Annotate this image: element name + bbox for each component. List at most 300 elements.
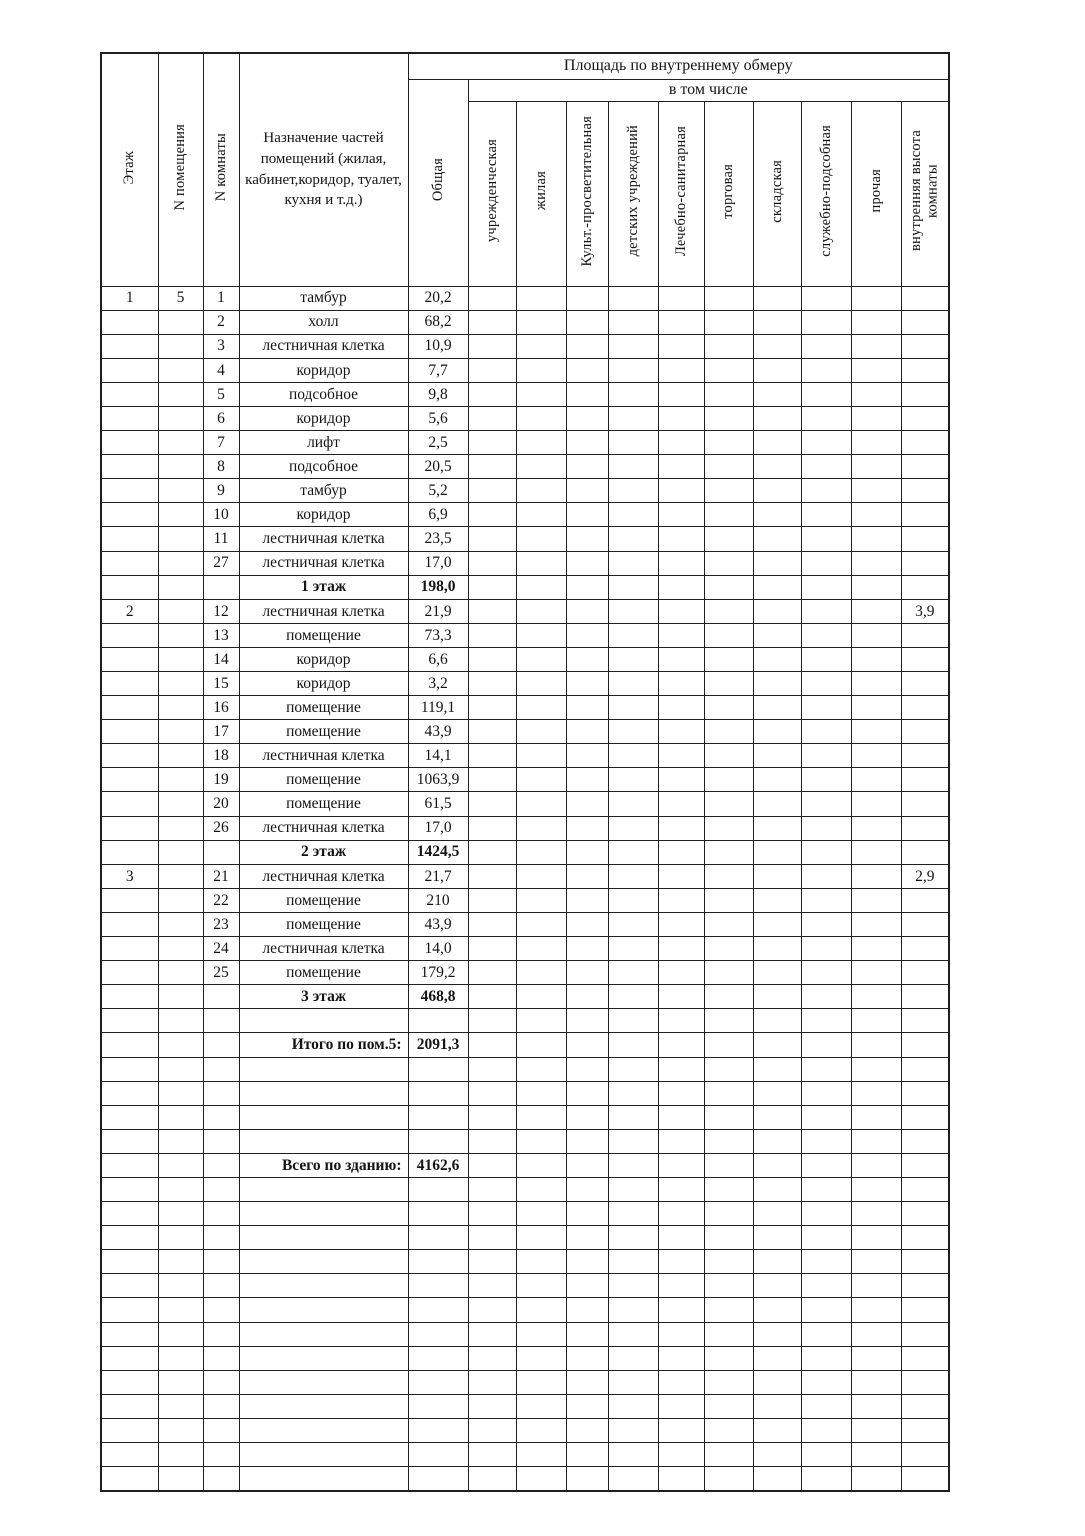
cell-room-no: [203, 1202, 239, 1226]
cell-unit-no: [158, 334, 203, 358]
cell-area-subcategory: [658, 647, 704, 671]
cell-area-subcategory: [658, 551, 704, 575]
cell-area-subcategory: [608, 1057, 658, 1081]
cell-purpose: помещение: [239, 768, 408, 792]
table-row: [101, 1443, 949, 1467]
cell-area-subcategory: [658, 479, 704, 503]
cell-area-subcategory: [468, 1009, 516, 1033]
cell-area-subcategory: [851, 720, 901, 744]
cell-area-subcategory: [753, 912, 801, 936]
cell-area-subcategory: [658, 1418, 704, 1442]
cell-area-subcategory: [704, 1370, 753, 1394]
cell-area-subcategory: [753, 672, 801, 696]
cell-area-subcategory: [516, 1250, 566, 1274]
cell-area-subcategory: [566, 888, 608, 912]
cell-area-subcategory: [658, 1177, 704, 1201]
cell-purpose: лестничная клетка: [239, 334, 408, 358]
cell-unit-no: [158, 575, 203, 599]
cell-area-subcategory: [704, 1177, 753, 1201]
cell-area-subcategory: [608, 382, 658, 406]
cell-area-subcategory: [468, 937, 516, 961]
cell-area-subcategory: [516, 599, 566, 623]
cell-area-subcategory: [468, 816, 516, 840]
cell-area-subcategory: [516, 912, 566, 936]
cell-area-subcategory: [801, 334, 851, 358]
cell-area-subcategory: [658, 1153, 704, 1177]
cell-purpose: лестничная клетка: [239, 937, 408, 961]
cell-floor: [101, 720, 158, 744]
cell-area-subcategory: [801, 1105, 851, 1129]
cell-area-subcategory: [516, 310, 566, 334]
cell-area-subcategory: [704, 1418, 753, 1442]
cell-area-subcategory: [753, 1370, 801, 1394]
cell-area-subcategory: [658, 575, 704, 599]
cell-purpose: подсобное: [239, 382, 408, 406]
cell-area-subcategory: [608, 599, 658, 623]
cell-area-subcategory: [566, 1177, 608, 1201]
cell-area-subcategory: [704, 1394, 753, 1418]
cell-area-subcategory: [851, 503, 901, 527]
header-room-height: [901, 101, 949, 286]
cell-area-subcategory: [851, 1298, 901, 1322]
cell-area-subcategory: [516, 672, 566, 696]
cell-room-no: [203, 985, 239, 1009]
cell-area-subcategory: [658, 382, 704, 406]
cell-floor: [101, 1274, 158, 1298]
cell-area-subcategory: [608, 1202, 658, 1226]
header-floor-label: Этаж: [121, 150, 138, 184]
cell-area-subcategory: [851, 358, 901, 382]
cell-area-subcategory: [468, 599, 516, 623]
cell-area-subcategory: [851, 912, 901, 936]
cell-unit-no: [158, 1129, 203, 1153]
cell-area-subcategory: [566, 1202, 608, 1226]
cell-area-subcategory: [566, 672, 608, 696]
cell-area-subcategory: [801, 479, 851, 503]
cell-area-subcategory: [704, 551, 753, 575]
cell-area-total: 5,2: [408, 479, 468, 503]
cell-room-height: [901, 1346, 949, 1370]
cell-area-subcategory: [608, 406, 658, 430]
cell-area-subcategory: [658, 696, 704, 720]
cell-area-subcategory: [851, 527, 901, 551]
cell-area-subcategory: [468, 479, 516, 503]
cell-area-subcategory: [704, 1298, 753, 1322]
cell-area-subcategory: [566, 310, 608, 334]
cell-area-subcategory: [753, 768, 801, 792]
cell-area-subcategory: [753, 406, 801, 430]
table-row: [101, 696, 949, 720]
cell-area-subcategory: [516, 431, 566, 455]
cell-area-subcategory: [608, 840, 658, 864]
cell-room-height: [901, 310, 949, 334]
cell-area-subcategory: [753, 744, 801, 768]
cell-purpose: тамбур: [239, 479, 408, 503]
cell-floor: [101, 792, 158, 816]
cell-area-subcategory: [704, 503, 753, 527]
cell-area-subcategory: [753, 310, 801, 334]
cell-area-subcategory: [801, 623, 851, 647]
cell-area-subcategory: [468, 864, 516, 888]
table-row: [101, 961, 949, 985]
cell-area-total: [408, 1443, 468, 1467]
cell-room-height: [901, 792, 949, 816]
cell-area-subcategory: [608, 431, 658, 455]
header-row-1: [101, 53, 949, 79]
cell-area-subcategory: [851, 840, 901, 864]
cell-area-subcategory: [516, 527, 566, 551]
cell-area-subcategory: [801, 985, 851, 1009]
cell-area-subcategory: [801, 864, 851, 888]
cell-unit-no: [158, 720, 203, 744]
cell-area-subcategory: [801, 1153, 851, 1177]
cell-area-subcategory: [566, 768, 608, 792]
cell-room-no: 27: [203, 551, 239, 575]
cell-area-subcategory: [468, 1443, 516, 1467]
cell-room-height: [901, 286, 949, 310]
cell-area-subcategory: [516, 1370, 566, 1394]
cell-area-subcategory: [658, 672, 704, 696]
cell-room-no: 5: [203, 382, 239, 406]
cell-area-subcategory: [801, 358, 851, 382]
cell-room-no: 9: [203, 479, 239, 503]
cell-purpose: [239, 1105, 408, 1129]
cell-area-subcategory: [516, 1081, 566, 1105]
cell-area-subcategory: [801, 310, 851, 334]
cell-floor: [101, 1129, 158, 1153]
table-row: [101, 1322, 949, 1346]
cell-purpose: тамбур: [239, 286, 408, 310]
cell-area-subcategory: [468, 1105, 516, 1129]
cell-area-subcategory: [658, 937, 704, 961]
cell-area-subcategory: [566, 720, 608, 744]
table-row: [101, 1394, 949, 1418]
cell-area-subcategory: [704, 527, 753, 551]
cell-room-no: 7: [203, 431, 239, 455]
cell-area-subcategory: [851, 792, 901, 816]
cell-area-subcategory: [516, 1153, 566, 1177]
cell-room-height: [901, 1443, 949, 1467]
cell-area-subcategory: [801, 1443, 851, 1467]
cell-area-subcategory: [658, 310, 704, 334]
cell-area-subcategory: [801, 575, 851, 599]
cell-area-subcategory: [753, 1250, 801, 1274]
header-subcol-medical-label: Лечебно-санитарная: [672, 126, 689, 256]
cell-area-subcategory: [608, 455, 658, 479]
cell-area-subcategory: [851, 768, 901, 792]
cell-area-subcategory: [801, 527, 851, 551]
cell-area-subcategory: [608, 503, 658, 527]
cell-area-subcategory: [851, 1153, 901, 1177]
table-row: [101, 1202, 949, 1226]
cell-floor: [101, 382, 158, 406]
cell-room-no: 14: [203, 647, 239, 671]
cell-area-total: [408, 1057, 468, 1081]
cell-area-subcategory: [516, 840, 566, 864]
cell-purpose: [239, 1057, 408, 1081]
cell-area-subcategory: [851, 937, 901, 961]
cell-purpose: лестничная клетка: [239, 599, 408, 623]
cell-area-total: 14,0: [408, 937, 468, 961]
cell-area-total: [408, 1322, 468, 1346]
cell-room-no: 16: [203, 696, 239, 720]
cell-area-subcategory: [801, 503, 851, 527]
cell-room-height: [901, 1177, 949, 1201]
cell-area-subcategory: [516, 575, 566, 599]
cell-room-no: [203, 1009, 239, 1033]
cell-unit-no: [158, 406, 203, 430]
cell-area-subcategory: [658, 1009, 704, 1033]
cell-area-subcategory: [851, 1226, 901, 1250]
cell-room-no: 22: [203, 888, 239, 912]
cell-area-subcategory: [516, 888, 566, 912]
cell-floor: [101, 1418, 158, 1442]
cell-area-subcategory: [658, 1274, 704, 1298]
cell-floor: [101, 647, 158, 671]
cell-area-subcategory: [753, 647, 801, 671]
cell-area-total: [408, 1009, 468, 1033]
cell-area-subcategory: [566, 358, 608, 382]
table-body: [101, 286, 949, 1491]
cell-area-subcategory: [851, 1250, 901, 1274]
cell-area-subcategory: [516, 286, 566, 310]
header-subcol-service: [801, 101, 851, 286]
cell-unit-no: [158, 1418, 203, 1442]
header-subcol-cultural: [566, 101, 608, 286]
cell-area-subcategory: [516, 1443, 566, 1467]
cell-purpose: 2 этаж: [239, 840, 408, 864]
cell-room-height: [901, 816, 949, 840]
cell-unit-no: [158, 768, 203, 792]
cell-area-subcategory: [468, 1250, 516, 1274]
cell-floor: [101, 455, 158, 479]
cell-area-total: [408, 1226, 468, 1250]
cell-area-subcategory: [658, 864, 704, 888]
cell-area-subcategory: [658, 358, 704, 382]
cell-area-subcategory: [468, 672, 516, 696]
cell-area-subcategory: [658, 599, 704, 623]
cell-area-subcategory: [566, 961, 608, 985]
cell-area-subcategory: [658, 527, 704, 551]
cell-room-height: [901, 1250, 949, 1274]
cell-area-subcategory: [468, 696, 516, 720]
cell-room-height: [901, 1105, 949, 1129]
cell-area-subcategory: [851, 623, 901, 647]
header-subcol-service-label: служебно-подсобная: [817, 125, 834, 257]
cell-area-subcategory: [658, 1298, 704, 1322]
cell-area-subcategory: [566, 937, 608, 961]
cell-purpose: помещение: [239, 961, 408, 985]
cell-purpose: 1 этаж: [239, 575, 408, 599]
cell-area-subcategory: [608, 1346, 658, 1370]
cell-area-subcategory: [658, 1081, 704, 1105]
cell-area-subcategory: [516, 744, 566, 768]
cell-room-height: [901, 479, 949, 503]
cell-area-subcategory: [753, 1081, 801, 1105]
cell-area-subcategory: [566, 1443, 608, 1467]
cell-area-subcategory: [753, 551, 801, 575]
cell-purpose: [239, 1394, 408, 1418]
cell-area-subcategory: [851, 1057, 901, 1081]
cell-room-no: 19: [203, 768, 239, 792]
cell-area-subcategory: [566, 527, 608, 551]
header-subcol-other: [851, 101, 901, 286]
cell-area-subcategory: [704, 623, 753, 647]
cell-room-height: [901, 406, 949, 430]
cell-area-subcategory: [468, 912, 516, 936]
cell-unit-no: [158, 1443, 203, 1467]
cell-unit-no: [158, 912, 203, 936]
cell-area-subcategory: [851, 575, 901, 599]
cell-area-subcategory: [753, 816, 801, 840]
cell-unit-no: [158, 1274, 203, 1298]
cell-area-subcategory: [468, 720, 516, 744]
cell-unit-no: [158, 623, 203, 647]
cell-area-subcategory: [704, 888, 753, 912]
cell-area-subcategory: [516, 623, 566, 647]
cell-area-subcategory: [608, 1370, 658, 1394]
cell-purpose: подсобное: [239, 455, 408, 479]
cell-area-subcategory: [658, 1033, 704, 1057]
cell-area-subcategory: [566, 1346, 608, 1370]
cell-area-subcategory: [468, 1346, 516, 1370]
cell-unit-no: [158, 1298, 203, 1322]
cell-area-subcategory: [658, 286, 704, 310]
cell-area-subcategory: [566, 816, 608, 840]
cell-area-subcategory: [566, 985, 608, 1009]
cell-area-subcategory: [658, 334, 704, 358]
cell-room-no: [203, 1298, 239, 1322]
cell-area-subcategory: [851, 1081, 901, 1105]
table-row: [101, 1370, 949, 1394]
header-room-no-label: N комнаты: [212, 133, 229, 202]
cell-floor: [101, 623, 158, 647]
cell-floor: [101, 768, 158, 792]
cell-area-subcategory: [608, 551, 658, 575]
cell-area-subcategory: [468, 310, 516, 334]
cell-unit-no: [158, 310, 203, 334]
cell-area-subcategory: [608, 1105, 658, 1129]
cell-unit-no: [158, 479, 203, 503]
cell-area-subcategory: [753, 1057, 801, 1081]
cell-area-subcategory: [851, 1105, 901, 1129]
cell-unit-no: [158, 1226, 203, 1250]
cell-area-subcategory: [753, 985, 801, 1009]
table-row: [101, 864, 949, 888]
cell-floor: 1: [101, 286, 158, 310]
cell-purpose: лестничная клетка: [239, 816, 408, 840]
table-row: [101, 1057, 949, 1081]
cell-area-subcategory: [516, 647, 566, 671]
cell-room-height: [901, 1394, 949, 1418]
cell-area-subcategory: [608, 1009, 658, 1033]
cell-area-subcategory: [566, 912, 608, 936]
cell-area-subcategory: [753, 1105, 801, 1129]
cell-area-subcategory: [753, 527, 801, 551]
header-subcol-medical: [658, 101, 704, 286]
cell-area-subcategory: [608, 1153, 658, 1177]
cell-area-subcategory: [753, 599, 801, 623]
cell-area-subcategory: [468, 1033, 516, 1057]
cell-area-subcategory: [516, 358, 566, 382]
cell-unit-no: [158, 1033, 203, 1057]
cell-unit-no: [158, 1105, 203, 1129]
cell-area-subcategory: [468, 503, 516, 527]
table-row: [101, 527, 949, 551]
cell-floor: [101, 744, 158, 768]
table-row: [101, 1177, 949, 1201]
cell-area-subcategory: [566, 599, 608, 623]
cell-floor: [101, 1033, 158, 1057]
cell-purpose: 3 этаж: [239, 985, 408, 1009]
table-row: [101, 575, 949, 599]
cell-area-subcategory: [608, 623, 658, 647]
cell-purpose: помещение: [239, 720, 408, 744]
header-subcol-children-label: детских учреждений: [624, 125, 641, 257]
cell-area-subcategory: [658, 1322, 704, 1346]
cell-area-subcategory: [801, 1202, 851, 1226]
cell-area-subcategory: [658, 431, 704, 455]
cell-area-subcategory: [704, 1153, 753, 1177]
cell-area-subcategory: [801, 599, 851, 623]
cell-area-subcategory: [801, 961, 851, 985]
header-unit-no: [158, 53, 203, 286]
cell-room-no: [203, 1081, 239, 1105]
cell-area-subcategory: [566, 1418, 608, 1442]
cell-area-subcategory: [608, 1129, 658, 1153]
cell-room-height: [901, 1153, 949, 1177]
cell-room-no: [203, 1418, 239, 1442]
header-subcol-children: [608, 101, 658, 286]
cell-area-subcategory: [704, 961, 753, 985]
cell-purpose: [239, 1298, 408, 1322]
cell-purpose: лестничная клетка: [239, 527, 408, 551]
cell-area-subcategory: [801, 816, 851, 840]
cell-area-subcategory: [468, 286, 516, 310]
cell-area-subcategory: [516, 1467, 566, 1491]
cell-area-subcategory: [566, 551, 608, 575]
cell-area-subcategory: [468, 1274, 516, 1298]
cell-area-subcategory: [468, 1418, 516, 1442]
cell-unit-no: [158, 455, 203, 479]
cell-area-subcategory: [753, 1418, 801, 1442]
cell-area-subcategory: [468, 1153, 516, 1177]
cell-area-subcategory: [516, 1298, 566, 1322]
cell-area-subcategory: [658, 768, 704, 792]
header-subcol-residential: [516, 101, 566, 286]
cell-area-subcategory: [801, 792, 851, 816]
cell-floor: [101, 358, 158, 382]
header-floor: [101, 53, 158, 286]
cell-unit-no: [158, 864, 203, 888]
cell-room-height: [901, 503, 949, 527]
cell-area-total: 43,9: [408, 720, 468, 744]
cell-unit-no: [158, 503, 203, 527]
header-including: в том числе: [468, 79, 949, 101]
cell-area-subcategory: [704, 1467, 753, 1491]
cell-area-subcategory: [468, 961, 516, 985]
cell-area-subcategory: [704, 1443, 753, 1467]
cell-area-subcategory: [516, 334, 566, 358]
cell-area-subcategory: [566, 431, 608, 455]
cell-purpose: [239, 1322, 408, 1346]
header-area-total: [408, 79, 468, 286]
cell-area-subcategory: [704, 1226, 753, 1250]
cell-floor: [101, 1057, 158, 1081]
cell-area-subcategory: [468, 1226, 516, 1250]
cell-area-subcategory: [753, 1009, 801, 1033]
cell-area-subcategory: [658, 1370, 704, 1394]
